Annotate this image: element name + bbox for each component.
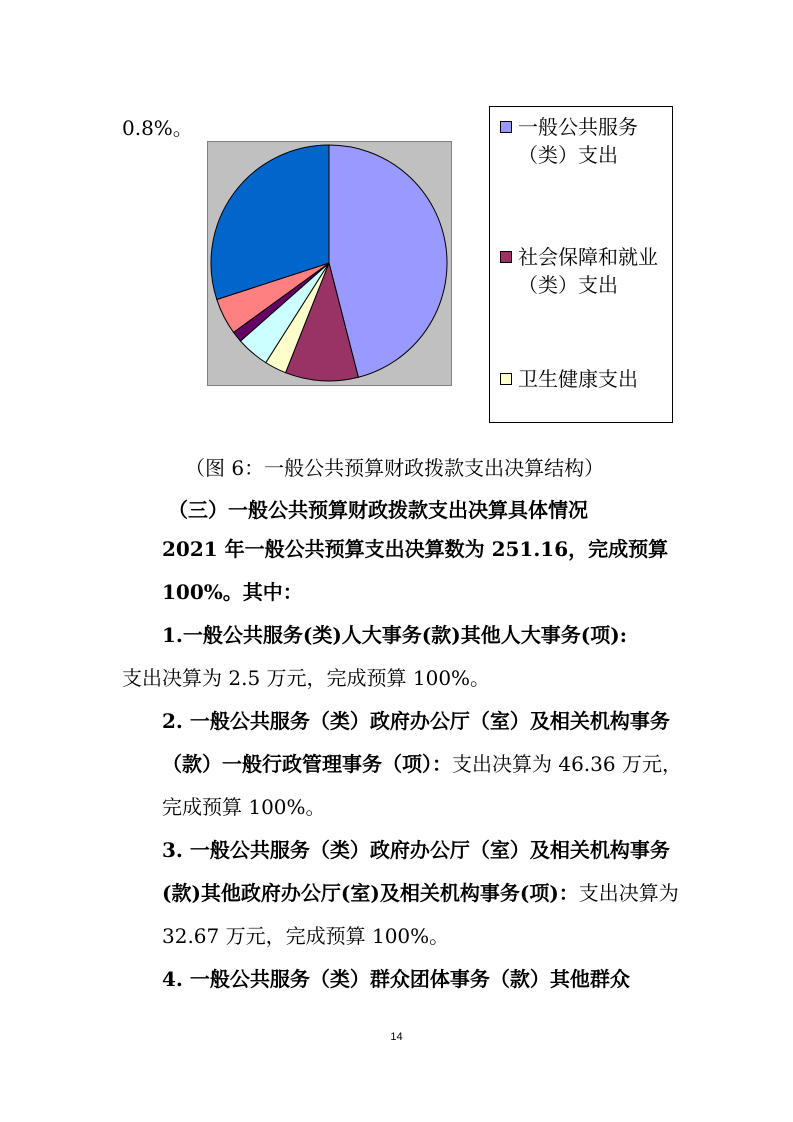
legend-label-2: 卫生健康支出 [518, 367, 638, 391]
paragraph-2-body [122, 700, 682, 829]
lead-text: 0.8%。 [122, 116, 193, 140]
paragraph-3-text: 支出决算为 32.67 万元，完成预算 100%。 [162, 881, 679, 948]
legend-item-1 [500, 243, 668, 299]
legend-swatch-0 [500, 121, 512, 133]
paragraph-2-heading: 2. 一般公共服务（类）政府办公厅（室）及相关机构事务（款）一般行政管理事务（项）： [162, 709, 670, 776]
paragraph-0-text: 2021 年一般公共预算支出决算数为 251.16，完成预算 100%。其中： [162, 537, 669, 604]
paragraph-1 [122, 614, 682, 700]
paragraph-4-heading: 4. 一般公共服务（类）群众团体事务（款）其他群众 [162, 967, 630, 991]
paragraph-2 [122, 700, 682, 829]
paragraph-2-text: 支出决算为 46.36 万元，完成预算 100%。 [162, 752, 682, 819]
legend-item-2 [500, 365, 668, 393]
paragraph-1-heading: 1.一般公共服务(类)人大事务(款)其他人大事务(项): [162, 623, 628, 647]
pie-chart-area [207, 141, 452, 386]
paragraph-3-heading: 3. 一般公共服务（类）政府办公厅（室）及相关机构事务(款)其他政府办公厅(室)及相关机构事务(项)： [162, 838, 670, 905]
paragraph-1-text: 支出决算为 2.5 万元，完成预算 100%。 [122, 666, 491, 690]
legend-label-0: 一般公共服务（类）支出 [518, 115, 638, 167]
pie-chart [208, 142, 451, 385]
legend-swatch-2 [500, 373, 512, 385]
paragraph-0 [122, 528, 682, 614]
paragraph-3 [122, 829, 682, 958]
legend-swatch-1 [500, 251, 512, 263]
paragraph-4 [122, 958, 682, 1001]
paragraph-3-body [122, 829, 682, 958]
page-number: 14 [390, 1031, 403, 1043]
legend-label-1: 社会保障和就业（类）支出 [518, 245, 658, 297]
legend-item-0 [500, 113, 668, 169]
chart-legend [489, 106, 673, 423]
section-heading: （三）一般公共预算财政拨款支出决算具体情况 [168, 498, 588, 522]
figure-caption: （图 6：一般公共预算财政拨款支出决算结构） [185, 456, 605, 480]
